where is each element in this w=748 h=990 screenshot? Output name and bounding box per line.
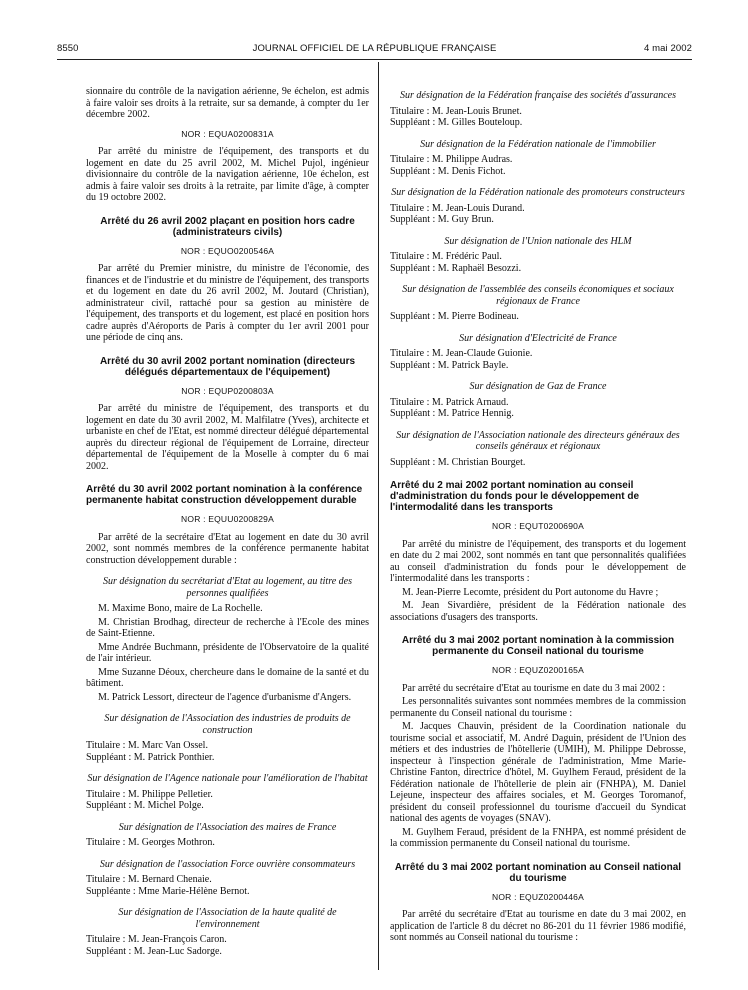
designation-title: Sur désignation de l'Union nationale des HLM <box>444 235 632 247</box>
suppleant-line: Suppléant : M. Christian Bourget. <box>390 456 526 468</box>
member-entry: Mme Suzanne Déoux, chercheure dans le domaine de la santé et du bâtiment. <box>86 666 369 689</box>
decree-paragraph: Par arrêté du secrétaire d'Etat au tourisme en date du 3 mai 2002 : <box>402 682 666 694</box>
page-header <box>57 43 692 59</box>
nor-reference: NOR : EQUZ0200165A <box>492 665 584 675</box>
titulaire-line: Titulaire : M. Jean-Louis Durand. <box>390 202 525 214</box>
column-divider <box>378 62 379 970</box>
suppleant-line: Suppléant : M. Patrick Bayle. <box>390 359 509 371</box>
designation-title: Sur désignation de l'assemblée des conseils économiques et sociaux régionaux de France <box>402 284 674 307</box>
nor-reference: NOR : EQUP0200803A <box>181 385 274 396</box>
nor-reference: NOR : EQUO0200546A <box>180 245 275 256</box>
decree-heading: Arrêté du 30 avril 2002 portant nomination à la conférence permanente habitat construction développement durable <box>86 484 363 506</box>
decree-paragraph: M. Guylhem Feraud, président de la FNHPA, est nommé président de la commission permanente du Conseil national du tourisme. <box>390 826 686 849</box>
decree-paragraph: Par arrêté du ministre de l'équipement, des transports et du logement en date du 30 avril 2002, M. Malfilatre (Yves), architecte et urbaniste en chef de l'Etat, est nommé directeur délégué départemental auprès du directeur régional de l'équipement de Lorraine, directeur départemental de l'équipement de la Moselle à compter du 6 mai 2002. <box>86 403 369 472</box>
decree-heading: Arrêté du 3 mai 2002 portant nomination à la commission permanente du Conseil national du tourisme <box>401 635 675 657</box>
designation-title: Sur désignation du secrétariat d'Etat au logement, au titre des personnes qualifiées <box>103 576 352 599</box>
journal-title: JOURNAL OFFICIEL DE LA RÉPUBLIQUE FRANÇAISE <box>252 43 497 54</box>
suppleant-line: Suppléant : M. Patrick Ponthier. <box>86 751 215 763</box>
decree-paragraph: M. Jean Sivardière, président de la Fédération nationale des associations d'usagers des transports. <box>390 600 686 623</box>
decree-heading: Arrêté du 2 mai 2002 portant nomination au conseil d'administration du fonds pour le développement de l'intermodalité dans les transports <box>390 480 640 513</box>
designation-title: Sur désignation de l'association Force ouvrière consommateurs <box>99 858 356 870</box>
titulaire-line: Titulaire : M. Bernard Chenaie. <box>86 874 212 885</box>
designation-title: Sur désignation de l'Association des maires de France <box>118 821 337 833</box>
suppleant-line: Suppléant : M. Patrice Hennig. <box>390 408 514 419</box>
suppleant-line: Suppléant : M. Pierre Bodineau. <box>390 311 519 322</box>
member-entry: M. Maxime Bono, maire de La Rochelle. <box>98 603 263 614</box>
titulaire-line: Titulaire : M. Jean-Louis Brunet. <box>390 105 522 117</box>
decree-paragraph: Par arrêté du ministre de l'équipement, des transports et du logement en date du 25 avril 2002, M. Michel Pujol, ingénieur divisionnaire du contrôle de la navigation aérienne, 10e échelon, est admis à faire valoir ses droits à la retraite, par limite d'âge, à compter du 19 octobre 2002. <box>86 146 369 203</box>
titulaire-line: Titulaire : M. Marc Van Ossel. <box>86 740 208 751</box>
designation-title: Sur désignation de l'Agence nationale pour l'amélioration de l'habitat <box>87 773 368 784</box>
decree-paragraph: Par arrêté du ministre de l'équipement, des transports et du logement en date du 2 mai 2002, sont nommés en tant que personnalités qualifiées au conseil d'administration du fonds pour le développement de l'intermodalité dans les transports : <box>390 538 686 584</box>
decree-paragraph: Par arrêté du secrétaire d'Etat au tourisme en date du 3 mai 2002, en application de l'article 8 du décret no 86-201 du 11 février 1986 modifié, sont nommés au Conseil national du tourisme : <box>390 909 686 943</box>
designation-title: Sur désignation de l'Association nationale des directeurs généraux des conseils généraux et régionaux <box>396 429 680 452</box>
header-rule <box>57 59 692 60</box>
titulaire-line: Titulaire : M. Jean-Claude Guionie. <box>390 348 533 359</box>
designation-title: Sur désignation d'Electricité de France <box>459 332 617 344</box>
page-number: 8550 <box>57 43 79 54</box>
issue-date: 4 mai 2002 <box>643 43 692 54</box>
member-entry: Mme Andrée Buchmann, présidente de l'Observatoire de la qualité de l'air intérieur. <box>86 641 369 664</box>
right-column <box>390 90 686 946</box>
titulaire-line: Titulaire : M. Frédéric Paul. <box>390 251 502 262</box>
designation-title: Sur désignation de l'Association de la haute qualité de l'environnement <box>118 907 337 930</box>
decree-heading: Arrêté du 3 mai 2002 portant nomination au Conseil national du tourisme <box>394 861 682 884</box>
decree-paragraph: Par arrêté de la secrétaire d'Etat au logement en date du 30 avril 2002, sont nommés membres de la conférence permanente habitat construction développement durable : <box>86 531 369 566</box>
suppleant-line: Suppléant : M. Guy Brun. <box>390 214 494 225</box>
suppleant-line: Suppléant : M. Gilles Bouteloup. <box>390 117 523 128</box>
decree-heading: Arrêté du 26 avril 2002 plaçant en position hors cadre (administrateurs civils) <box>100 215 355 238</box>
designation-title: Sur désignation de l'Association des industries de produits de construction <box>104 713 351 736</box>
titulaire-line: Titulaire : M. Georges Mothron. <box>86 837 215 848</box>
decree-heading: Arrêté du 30 avril 2002 portant nomination (directeurs délégués départementaux de l'équipement) <box>99 355 356 378</box>
decree-paragraph: Par arrêté du Premier ministre, du ministre de l'économie, des finances et de l'industrie et du ministre de l'équipement, des transports et du logement en date du 26 avril 2002, M. Joutard (Christian), administrateur civil, rattaché pour sa gestion au ministère de l'équipement, des transports et du logement, est placé en position hors cadre auprès d'Aéroports de Paris à compter du 1er avril 2001 pour une période de cinq ans. <box>86 263 369 343</box>
designation-title: Sur désignation de la Fédération française des sociétés d'assurances <box>400 90 676 101</box>
nor-reference: NOR : EQUZ0200446A <box>492 891 584 902</box>
titulaire-line: Titulaire : M. Patrick Arnaud. <box>390 396 509 408</box>
left-column <box>86 86 369 957</box>
intro-paragraph: sionnaire du contrôle de la navigation aérienne, 9e échelon, est admis à faire valoir ses droits à la retraite, sur sa demande, à compter du 1er décembre 2002. <box>86 86 369 120</box>
titulaire-line: Titulaire : M. Philippe Pelletier. <box>86 788 213 800</box>
titulaire-line: Titulaire : M. Philippe Audras. <box>390 154 513 165</box>
member-entry: M. Patrick Lessort, directeur de l'agence d'urbanisme d'Angers. <box>98 691 352 703</box>
suppleant-line: Suppléant : M. Raphaël Besozzi. <box>390 262 522 274</box>
suppleant-line: Suppléant : M. Jean-Luc Sadorge. <box>86 945 222 957</box>
suppleant-line: Suppléante : Mme Marie-Hélène Bernot. <box>86 885 250 897</box>
member-entry: M. Christian Brodhag, directeur de recherche à l'Ecole des mines de Saint-Etienne. <box>86 616 369 639</box>
designation-title: Sur désignation de Gaz de France <box>469 381 607 392</box>
nor-reference: NOR : EQUT0200690A <box>492 521 584 531</box>
suppleant-line: Suppléant : M. Denis Fichot. <box>390 165 506 177</box>
decree-paragraph: Les personnalités suivantes sont nommées membres de la commission permanente du Conseil national du tourisme : <box>390 696 686 719</box>
decree-paragraph: M. Jacques Chauvin, président de la Coordination nationale du tourisme social et associatif, M. André Daguin, président de l'Union des métiers et des industries de l'hôtellerie (UMIH), M. Philippe Debrosse, inspecteur à l'inspection générale de l'administration, Mme Marie-Christine Fanton, directrice d'hôtel, M. Guylhem Feraud, président de la Fédération nationale de l'hôtellerie de plein air (FNHPA), M. Daniel Lejeune, inspecteur des affaires sociales, et M. Georges Toromanof, président du conseil professionnel du tourisme d'accueil du Syndicat national des agents de voyages (SNAV). <box>390 721 686 824</box>
nor-reference: NOR : EQUA0200831A <box>181 128 274 139</box>
suppleant-line: Suppléant : M. Michel Polge. <box>86 800 204 811</box>
designation-title: Sur désignation de la Fédération nationale des promoteurs constructeurs <box>391 187 685 198</box>
titulaire-line: Titulaire : M. Jean-François Caron. <box>86 934 227 945</box>
nor-reference: NOR : EQUU0200829A <box>181 514 274 524</box>
decree-paragraph: M. Jean-Pierre Lecomte, président du Port autonome du Havre ; <box>402 586 659 598</box>
designation-title: Sur désignation de la Fédération nationale de l'immobilier <box>420 138 656 150</box>
